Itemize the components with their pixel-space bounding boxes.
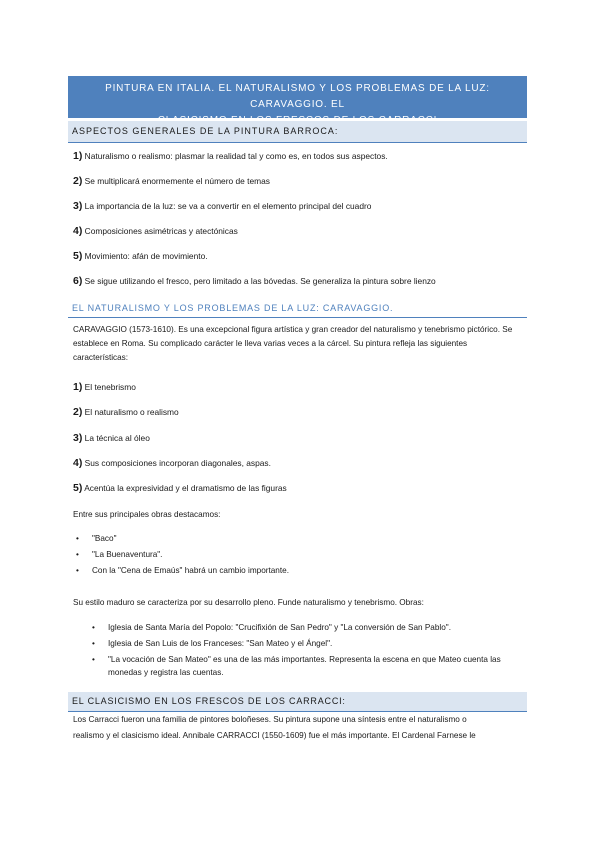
caravaggio-intro: CARAVAGGIO (1573-1610). Es una excepcional figura artística y gran creador del naturalismo y tenebrismo pictórico. Se establece en Roma. Su complicado carácter le lleva varias veces a la cárcel. Su pintura refleja las siguientes características: [73, 325, 513, 362]
list-text: Se sigue utilizando el fresco, pero limitado a las bóvedas. Se generaliza la pintura sobre lienzo [84, 276, 436, 286]
list-number: 3) [73, 200, 83, 212]
bullet-icon: • [76, 550, 79, 559]
list-item [76, 566, 289, 575]
list-item [73, 406, 179, 418]
bullet-icon: • [76, 566, 79, 575]
list-item [92, 621, 512, 634]
list-item [73, 250, 208, 262]
section-heading-carracci: EL CLASICISMO EN LOS FRESCOS DE LOS CARRACCI: [68, 692, 527, 712]
document-title [68, 76, 527, 118]
list-item [76, 534, 116, 543]
bullet-icon: • [92, 655, 95, 664]
list-number: 6) [73, 275, 83, 287]
list-text: Con la "Cena de Emaús" habrá un cambio importante. [92, 566, 289, 575]
list-item [92, 653, 512, 679]
list-text: Sus composiciones incorporan diagonales, aspas. [84, 458, 271, 468]
list-item [73, 432, 150, 444]
carracci-line-2: realismo y el clasicismo ideal. Annibale CARRACCI (1550-1609) fue el más importante. El Cardenal Farnese le [73, 731, 476, 740]
list-number: 1) [73, 150, 83, 162]
mature-style: Su estilo maduro se caracteriza por su desarrollo pleno. Funde naturalismo y tenebrismo. Obras: [73, 598, 424, 607]
list-text: "La vocación de San Mateo" es una de las más importantes. Representa la escena en que Mateo cuenta las monedas y registra las cuentas. [108, 655, 501, 677]
list-item [73, 225, 238, 237]
bullet-icon: • [92, 639, 95, 648]
works-intro: Entre sus principales obras destacamos: [73, 510, 221, 519]
title-line-1: PINTURA EN ITALIA. EL NATURALISMO Y LOS PROBLEMAS DE LA LUZ: CARAVAGGIO. EL [105, 83, 490, 110]
list-number: 4) [73, 225, 83, 237]
list-number: 5) [73, 482, 83, 494]
list-text: Iglesia de San Luis de los Franceses: "San Mateo y el Ángel". [108, 639, 333, 648]
list-text: Se multiplicará enormemente el número de temas [84, 176, 270, 186]
section-heading-aspectos: ASPECTOS GENERALES DE LA PINTURA BARROCA: [68, 121, 527, 143]
list-text: El naturalismo o realismo [84, 407, 179, 417]
list-text: La importancia de la luz: se va a convertir en el elemento principal del cuadro [84, 201, 372, 211]
list-item [73, 275, 436, 287]
list-text: Iglesia de Santa María del Popolo: "Crucifixión de San Pedro" y "La conversión de San Pablo". [108, 623, 451, 632]
list-number: 2) [73, 175, 83, 187]
section-heading-caravaggio: EL NATURALISMO Y LOS PROBLEMAS DE LA LUZ: CARAVAGGIO. [68, 303, 527, 318]
list-item [73, 457, 271, 469]
list-text: Acentúa la expresividad y el dramatismo de las figuras [84, 483, 287, 493]
list-number: 3) [73, 432, 83, 444]
list-text: El tenebrismo [84, 382, 136, 392]
list-number: 1) [73, 381, 83, 393]
bullet-icon: • [92, 623, 95, 632]
list-number: 2) [73, 406, 83, 418]
list-item [73, 175, 270, 187]
list-item [73, 200, 371, 212]
list-text: Movimiento: afán de movimiento. [84, 251, 208, 261]
list-item [73, 150, 388, 162]
list-item [73, 482, 287, 494]
list-item [73, 381, 136, 393]
bullet-icon: • [76, 534, 79, 543]
list-text: La técnica al óleo [84, 433, 150, 443]
list-text: Naturalismo o realismo: plasmar la realidad tal y como es, en todos sus aspectos. [84, 151, 388, 161]
list-text: "Baco" [92, 534, 117, 543]
list-number: 5) [73, 250, 83, 262]
list-item [76, 550, 162, 559]
list-text: "La Buenaventura". [92, 550, 163, 559]
list-number: 4) [73, 457, 83, 469]
carracci-line-1: Los Carracci fueron una familia de pintores boloñeses. Su pintura supone una síntesis entre el naturalismo o [73, 715, 467, 724]
list-item [92, 637, 512, 650]
list-text: Composiciones asimétricas y atectónicas [84, 226, 238, 236]
